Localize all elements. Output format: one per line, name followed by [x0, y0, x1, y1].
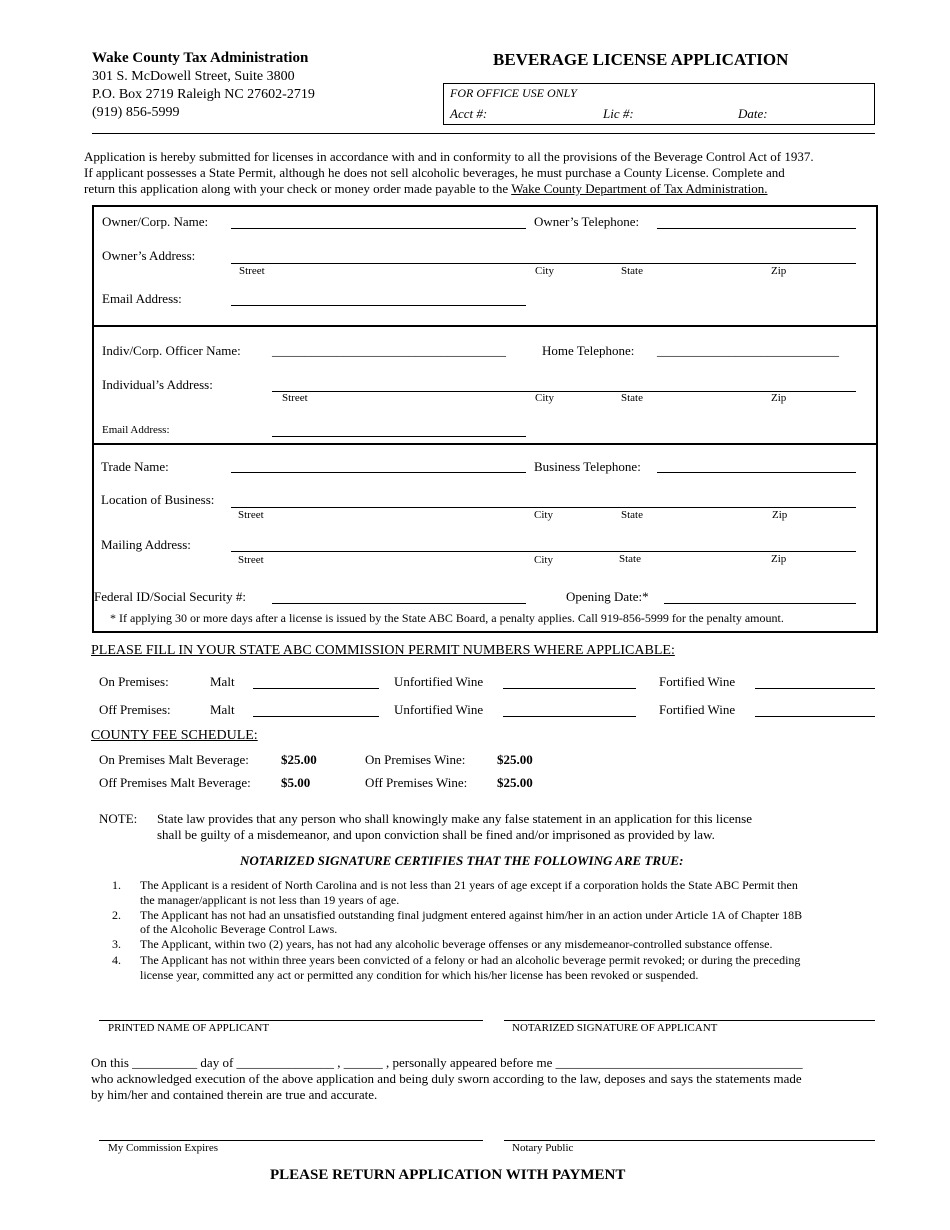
individual-address-field[interactable]	[272, 391, 856, 392]
location-street-caption: Street	[238, 509, 264, 521]
on-wine-fee-value: $25.00	[497, 752, 533, 767]
mailing-address-field[interactable]	[231, 551, 856, 552]
certify-item-text: The Applicant has not within three years been convicted of a felony or had an alcoholic beverage permit revoked; or during the preceding	[140, 953, 801, 967]
owner-name-field[interactable]	[231, 228, 526, 229]
owner-state-caption: State	[621, 265, 643, 277]
business-location-field[interactable]	[231, 507, 856, 508]
officer-state-caption: State	[621, 392, 643, 404]
section-divider-1	[92, 325, 876, 327]
penalty-footnote: * If applying 30 or more days after a license is issued by the State ABC Board, a penalty applies. Call 919-856-5999 for the penalty amount.	[110, 611, 784, 625]
commission-expires-field[interactable]	[99, 1140, 483, 1141]
business-phone-label: Business Telephone:	[534, 459, 641, 474]
officer-name-field[interactable]: ____________________________________	[272, 343, 506, 358]
officer-email-label: Email Address:	[102, 424, 170, 436]
off-wine-fee-value: $25.00	[497, 775, 533, 790]
on-fortified-field[interactable]	[755, 688, 875, 689]
federal-id-label: Federal ID/Social Security #:	[94, 589, 246, 604]
on-malt-fee-value: $25.00	[281, 752, 317, 767]
certify-heading: NOTARIZED SIGNATURE CERTIFIES THAT THE FOLLOWING ARE TRUE:	[240, 853, 684, 868]
commission-expires-caption: My Commission Expires	[108, 1142, 219, 1154]
opening-date-field[interactable]	[664, 603, 856, 604]
off-unfortified-label: Unfortified Wine	[394, 702, 484, 717]
on-fortified-label: Fortified Wine	[659, 674, 736, 689]
oath-line-1: On this __________ day of _______________ , ______ , personally appeared before me ______________________________________	[91, 1055, 803, 1070]
certify-item-number: 4.	[112, 953, 121, 967]
note-line-1: State law provides that any person who shall knowingly make any false statement in an application for this license	[157, 811, 752, 826]
off-malt-label: Malt	[210, 702, 235, 717]
certify-item-text: license year, committed any act or permitted any condition for which his/her license has been revoked or suspended.	[140, 968, 699, 982]
note-label: NOTE:	[99, 811, 138, 826]
org-address-1: 301 S. McDowell Street, Suite 3800	[92, 69, 295, 84]
applicant-info-box	[92, 205, 878, 633]
intro-line-2: If applicant possesses a State Permit, although he does not sell alcoholic beverages, he must purchase a County License. Complete and	[84, 165, 785, 180]
header-divider	[92, 133, 875, 134]
individual-address-label: Individual’s Address:	[102, 377, 213, 392]
owner-address-field[interactable]	[231, 263, 856, 264]
acct-label: Acct #:	[450, 106, 488, 121]
intro-line-1: Application is hereby submitted for licenses in accordance with and in conformity to all the provisions of the Beverage Control Act of 1937.	[84, 149, 814, 164]
off-malt-field[interactable]	[253, 716, 379, 717]
owner-city-caption: City	[535, 265, 554, 277]
mailing-street-caption: Street	[238, 554, 264, 566]
printed-name-caption: PRINTED NAME OF APPLICANT	[108, 1022, 270, 1034]
certify-item-text: The Applicant is a resident of North Carolina and is not less than 21 years of age except if a corporation holds the State ABC Permit then	[140, 878, 798, 892]
location-state-caption: State	[621, 509, 643, 521]
office-use-title: FOR OFFICE USE ONLY	[450, 86, 577, 100]
owner-phone-field[interactable]	[657, 228, 856, 229]
org-phone: (919) 856-5999	[92, 105, 180, 120]
opening-date-label: Opening Date:*	[566, 589, 649, 604]
form-title: BEVERAGE LICENSE APPLICATION	[493, 50, 789, 69]
home-phone-label: Home Telephone:	[542, 343, 635, 358]
federal-id-field[interactable]	[272, 603, 526, 604]
org-address-2: P.O. Box 2719 Raleigh NC 27602-2719	[92, 87, 315, 102]
oath-line-2: who acknowledged execution of the above application and being duly sworn according to the law, deposes and says the statements made	[91, 1071, 802, 1086]
notary-public-caption: Notary Public	[512, 1142, 574, 1154]
note-line-2: shall be guilty of a misdemeanor, and upon conviction shall be fined and/or imprisoned as provided by law.	[157, 827, 715, 842]
certify-item-text: the manager/applicant is not less than 19 years of age.	[140, 893, 400, 907]
owner-name-label: Owner/Corp. Name:	[102, 214, 209, 229]
owner-address-label: Owner’s Address:	[102, 248, 196, 263]
org-name: Wake County Tax Administration	[92, 50, 309, 66]
certify-item-text: The Applicant, within two (2) years, has not had any alcoholic beverage offenses or any misdemeanor-controlled substance offense.	[140, 937, 773, 951]
off-fortified-label: Fortified Wine	[659, 702, 736, 717]
on-malt-label: Malt	[210, 674, 235, 689]
owner-phone-label: Owner’s Telephone:	[534, 214, 640, 229]
officer-email-field[interactable]	[272, 436, 526, 437]
off-wine-fee-label: Off Premises Wine:	[365, 775, 468, 790]
printed-name-field[interactable]	[99, 1020, 483, 1021]
payee-name: Wake County Department of Tax Administration.	[511, 181, 768, 196]
officer-street-caption: Street	[282, 392, 308, 404]
home-phone-field[interactable]: ____________________________	[657, 343, 839, 358]
owner-email-field[interactable]	[231, 305, 526, 306]
mailing-city-caption: City	[534, 554, 553, 566]
off-malt-fee-label: Off Premises Malt Beverage:	[99, 775, 251, 790]
officer-name-label: Indiv/Corp. Officer Name:	[102, 343, 241, 358]
off-fortified-field[interactable]	[755, 716, 875, 717]
date-label: Date:	[738, 106, 768, 121]
mailing-zip-caption: Zip	[771, 553, 787, 565]
notarized-signature-field[interactable]	[504, 1020, 875, 1021]
fee-schedule-heading: COUNTY FEE SCHEDULE:	[91, 728, 258, 743]
officer-zip-caption: Zip	[771, 392, 787, 404]
mailing-address-label: Mailing Address:	[101, 537, 191, 552]
business-location-label: Location of Business:	[101, 492, 215, 507]
permits-heading: PLEASE FILL IN YOUR STATE ABC COMMISSION PERMIT NUMBERS WHERE APPLICABLE:	[91, 643, 675, 658]
certify-item-text: The Applicant has not had an unsatisfied outstanding final judgment entered against him/her in an action under Article 1A of Chapter 18B	[140, 908, 803, 922]
owner-zip-caption: Zip	[771, 265, 787, 277]
on-unfortified-label: Unfortified Wine	[394, 674, 484, 689]
lic-label: Lic #:	[603, 106, 634, 121]
business-phone-field[interactable]	[657, 472, 856, 473]
location-city-caption: City	[534, 509, 553, 521]
return-instruction: PLEASE RETURN APPLICATION WITH PAYMENT	[270, 1167, 626, 1183]
oath-line-3: by him/her and contained therein are true and accurate.	[91, 1087, 378, 1102]
section-divider-2	[92, 443, 876, 445]
on-premises-label: On Premises:	[99, 674, 169, 689]
notarized-signature-caption: NOTARIZED SIGNATURE OF APPLICANT	[512, 1022, 718, 1034]
off-unfortified-field[interactable]	[503, 716, 636, 717]
intro-line-3-prefix: return this application along with your check or money order made payable to the	[84, 181, 509, 196]
location-zip-caption: Zip	[772, 509, 788, 521]
certify-item-number: 2.	[112, 908, 121, 922]
off-premises-label: Off Premises:	[99, 702, 171, 717]
trade-name-field[interactable]	[231, 472, 526, 473]
on-wine-fee-label: On Premises Wine:	[365, 752, 466, 767]
intro-line-3	[84, 181, 768, 197]
certify-item-text: of the Alcoholic Beverage Control Laws.	[140, 922, 338, 936]
owner-street-caption: Street	[239, 265, 265, 277]
notary-public-field[interactable]	[504, 1140, 875, 1141]
on-malt-fee-label: On Premises Malt Beverage:	[99, 752, 249, 767]
on-unfortified-field[interactable]	[503, 688, 636, 689]
owner-email-label: Email Address:	[102, 291, 182, 306]
certify-item-number: 3.	[112, 937, 121, 951]
mailing-state-caption: State	[619, 553, 641, 565]
trade-name-label: Trade Name:	[101, 459, 169, 474]
off-malt-fee-value: $5.00	[281, 775, 311, 790]
on-malt-field[interactable]	[253, 688, 379, 689]
certify-item-number: 1.	[112, 878, 121, 892]
officer-city-caption: City	[535, 392, 554, 404]
